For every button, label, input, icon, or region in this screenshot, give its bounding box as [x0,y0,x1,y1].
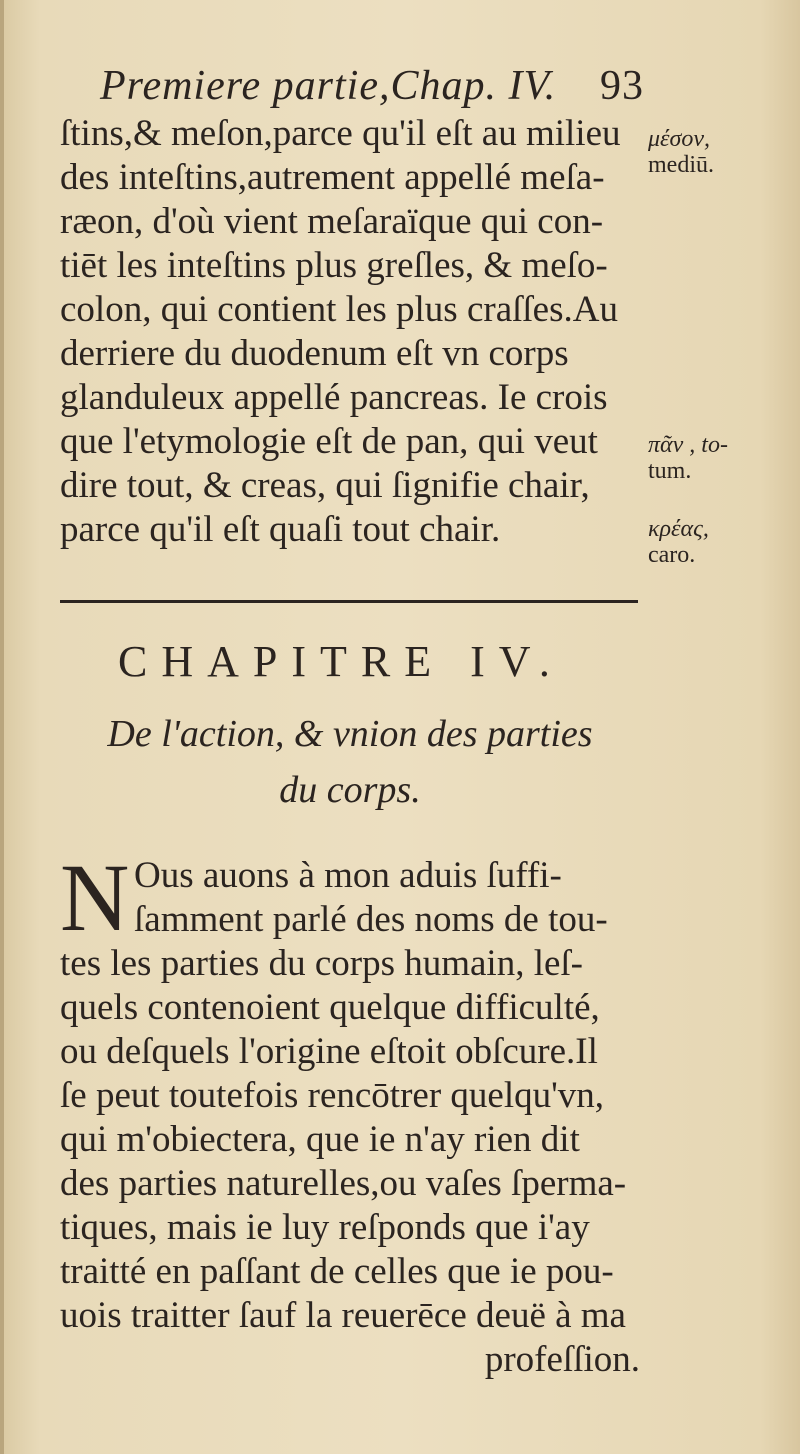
text-line: que l'etymologie eſt de pan, qui veut [60,421,598,462]
page-left-edge [0,0,4,1454]
margin-greek: μέσον, [648,126,710,152]
text-line: quels contenoient quelque difficulté, [60,987,600,1028]
text-line: colon, qui contient les plus craſſes.Au [60,289,618,330]
body-paragraph [60,844,640,1382]
text-line: traitté en paſſant de celles que ie pou- [60,1251,614,1292]
running-title: Premiere partie,Chap. IV. [100,63,557,109]
text-line: uois traitter ſauf la reuerēce deuë à ma [60,1295,626,1336]
text-line: ſamment parlé des noms de tou- [134,899,608,940]
text-line: ſtins,& meſon,parce qu'il eſt au milieu [60,113,621,154]
text-line: tiēt les inteſtins plus greſles, & meſo- [60,245,608,286]
text-line: Ous auons à mon aduis ſuffi- [134,855,562,896]
text-line: parce qu'il eſt quaſi tout chair. [60,509,501,550]
section-rule [60,600,638,603]
text-line: derriere du duodenum eſt vn corps [60,333,569,374]
margin-note-meson [648,126,798,178]
text-line: des parties naturelles,ou vaſes ſperma- [60,1163,627,1204]
text-line: ou deſquels l'origine eſtoit obſcure.Il [60,1031,598,1072]
text-line: ſe peut toutefois rencōtrer quelqu'vn, [60,1075,605,1116]
top-paragraph [60,112,640,552]
margin-latin: caro. [648,542,696,568]
text-line: tes les parties du corps humain, leſ- [60,943,584,984]
chapter-subtitle-line: du corps. [279,769,421,811]
running-head [100,62,660,110]
chapter-subtitle-line: De l'action, & vnion des parties [107,713,593,755]
chapter-heading: CHAPITRE IV. [118,637,564,686]
text-line: qui m'obiectera, que ie n'ay rien dit [60,1119,580,1160]
margin-greek: κρέας, [648,516,709,542]
margin-note-pan [648,432,798,484]
margin-greek: πᾶν , to- [648,432,728,458]
text-line: tiques, mais ie luy reſponds que i'ay [60,1207,590,1248]
page-number: 93 [600,63,644,109]
margin-latin: tum. [648,458,692,484]
margin-note-creas [648,516,798,568]
text-line: profeſſion. [484,1339,640,1380]
drop-cap: N [60,844,130,951]
margin-latin: mediū. [648,152,714,178]
text-line: des inteſtins,autrement appellé meſa- [60,157,605,198]
text-line: glanduleux appellé pancreas. Ie crois [60,377,608,418]
text-line: ræon, d'où vient meſaraïque qui con- [60,201,604,242]
text-line: dire tout, & creas, qui ſignifie chair, [60,465,590,506]
